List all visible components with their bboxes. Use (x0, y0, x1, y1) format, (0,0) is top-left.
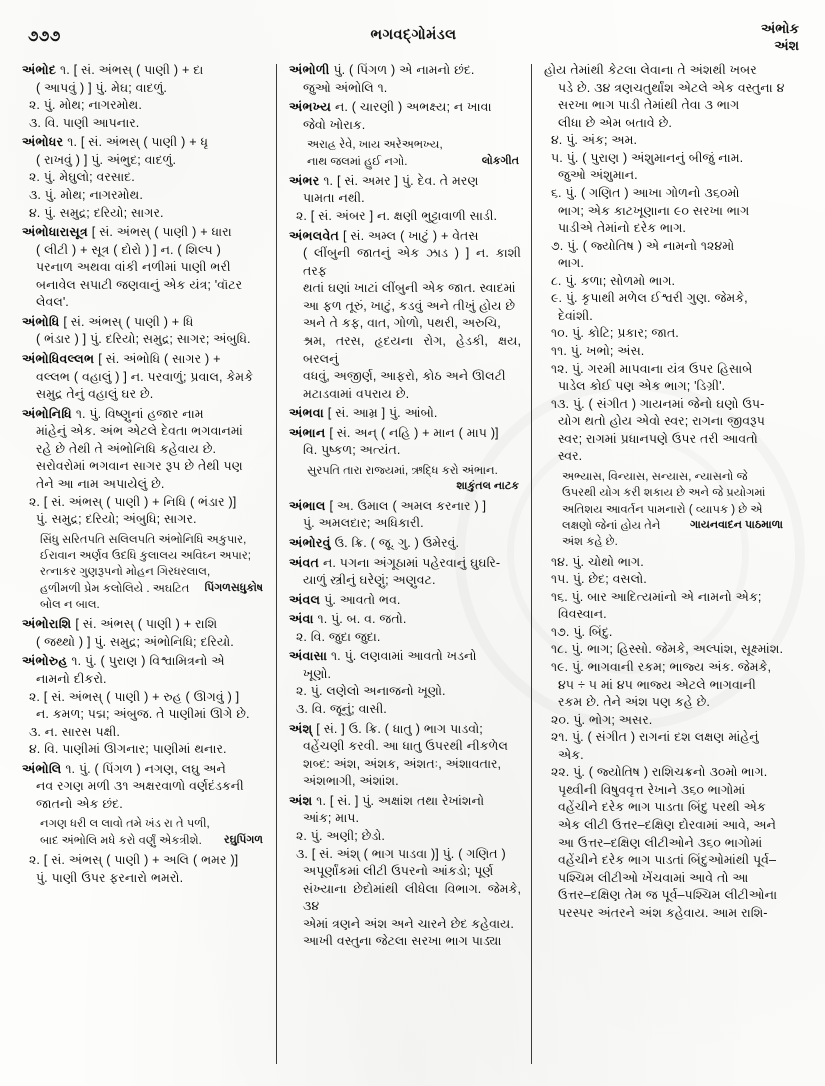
headword: અંભર (289, 173, 320, 188)
quote-line: ઈરાવાન અર્ણવ ઉદધિ કુલાલય અવિઘ્ન અપાર; (40, 549, 251, 562)
dictionary-entry (289, 498, 521, 533)
headword: અંભોધિવલ્લભ (22, 352, 95, 366)
entry-line: સમુદ્ર તેનું વહાલું ઘર છે. (36, 387, 154, 402)
sense-line: ૯. પું. કૃપાથી મળેલ ઈશ્વરી ગુણ. જેમકે, (551, 291, 748, 306)
sense-line: ૧૯. પું. ભાગવાની રકમ; ભાજ્ય અંક. જેમકે, (551, 659, 771, 674)
dictionary-entry (22, 406, 265, 614)
headword: અંભોનિધિ (22, 406, 72, 421)
headword: અંભોદ (22, 63, 57, 77)
entry-first-line: અંભોરુહ ૧. પું. ( પુરાણ ) વિશ્વામિત્રનો એ (22, 654, 225, 669)
entry-first-line: અંવા ૧. પું. બ. વ. જતો. (289, 612, 407, 627)
sense-line: ૩. વિ. જૂનું; વાસી. (296, 702, 387, 717)
entry-first-line: અંવાસા ૧. પું. લણવામાં આવતો ખડનો (289, 649, 477, 664)
headword: અંભાન (289, 425, 326, 440)
dictionary-entry (289, 62, 521, 97)
entry-line: સ્વર. (558, 449, 583, 464)
entry-line: પરસ્પર અંતરને અંશ કહેવાય. આમ રાશિ- (558, 905, 768, 920)
entry-line: વલ્લભ ( વહાલું ) ] ન. પરવાળું; પ્રવાલ, કેમકે (36, 369, 254, 384)
entry-line: હોય તેમાંથી કેટલા લેવાના તે અંશથી ખબર (544, 63, 757, 77)
entry-line: વિ. પુષ્કળ; અત્યંત. (303, 443, 401, 458)
entry-first-line: અંવત ન. પગના અંગૂઠામાં પહેરવાનું ઘુઘરિ- (289, 555, 501, 570)
entry-line: વિવસ્વાન. (558, 607, 607, 622)
verse-quotation (22, 816, 265, 849)
quote-citation: ગાયનવાદન પાઠમાળા (690, 518, 783, 531)
dictionary-entry (289, 535, 521, 553)
entry-line: લેવલ'. (36, 295, 69, 310)
sense-line: ૬. પું. ( ગણિત ) આખા ગોળનો ૩૬૦મો (551, 185, 740, 200)
quote-line: બાદ અંભોલિ મધે કરો વર્ણું એકત્રીશે. (40, 834, 202, 847)
sense-line: ૪. પું. અંક; અમ. (551, 133, 638, 148)
entry-line: પામતા નથી. (303, 191, 365, 206)
headword: અંવલ (289, 592, 321, 607)
entry-line: અપૂર્ણાંકમાં લીટી ઉપરનો આંકડો; પૂર્ણ (303, 864, 494, 879)
sense-line: ૪. પું. સમુદ્ર; દરિયો; સાગર. (29, 205, 164, 220)
sense-line: ૨. [ સં. અંભસ્ ( પાણી ) + રુહ ( ઊગવું ) ] (29, 689, 240, 704)
verse-quotation (544, 469, 785, 551)
entry-line: પું. પાણી ઉપર ફરનારો ભમરો. (36, 870, 184, 885)
entry-first-line: અંભાન [ સં. અન્ ( નહિ ) + માન ( માપ )] (289, 425, 499, 440)
entry-line: મટાડવામાં વપરાય છે. (303, 386, 410, 401)
entry-line: ભાગ. (558, 256, 584, 271)
dictionary-entry (22, 653, 265, 758)
headword: અંભાલ (289, 498, 326, 513)
quote-line: અતિશય આવર્તન પામનારો ( વ્યાપક ) છે એ (562, 503, 763, 516)
sense-line: ૩. ન. સારસ પક્ષી. (29, 724, 120, 739)
entry-line: પડે છે. ૩૪ ત્રણચતુર્થાંશ એટલે એક વસ્તુના ૪ (558, 80, 785, 95)
entry-line: પશ્ચિમ લીટીઓ ખેંચવામાં આવે તો આ (558, 870, 749, 885)
sense-line: ૩. વિ. પાણી આપનાર. (29, 115, 140, 130)
quote-line: નગણ ધરી લ લાવો તમે ખંડ રા તે પળી, (40, 818, 210, 831)
entry-first-line: અંભર ૧. [ સં. અમર ] પું. દેવ. તે મરણ (289, 173, 479, 188)
quote-citation: પિંગળસધુકોષ (204, 581, 263, 594)
sense-line: ૭. પું. ( જ્યોતિષ ) એ નામનો ૧૨૪મો (551, 238, 735, 253)
entry-line: પરનાળ અથવા વાંકી નળીમાં પાણી ભરી (36, 260, 231, 275)
dictionary-entry (289, 611, 521, 646)
entry-line: જાતનો એક છંદ. (36, 796, 123, 811)
sense-line: ૪. વિ. પાણીમાં ઊગનાર; પાણીમાં થનાર. (29, 742, 227, 757)
sense-line: ૧૧. પું. ખભો; અંસ. (551, 344, 645, 358)
entry-line: દેવાંશી. (558, 308, 593, 323)
guide-word-last: અંશ (774, 38, 799, 54)
sense-line: ૫. પું. ( પુરાણ ) અંશુમાનનું બીજું નામ. (551, 150, 744, 165)
sense-line: ૨. પું. મેઘુલો; વરસાદ. (29, 170, 135, 185)
page-number: ૭૭૭ (28, 28, 61, 45)
entry-line: એક લીટી ઉત્તર–દક્ષિણ દોરવામાં આવે, અને (558, 818, 777, 833)
quote-citation: લોકગીત (481, 154, 519, 167)
entry-first-line: અંભખ્ય ન. ( ચારણી ) અભક્ષ્ય; ન ખાવા (289, 100, 492, 115)
entry-line: વહેંચીને દરેક ભાગ પાડતા બિંદુ પરથી એક (558, 800, 766, 815)
entry-first-line: અંભોળી પું. ( પિંગળ ) એ નામનો છંદ. (289, 63, 475, 77)
entry-line: ( લીંબુની જાતનું એક ઝાડ ) ] ન. કાશી તરફ (303, 246, 521, 278)
sense-line: ૨. પું. લણેલો અનાજનો ખૂણો. (296, 684, 446, 699)
entry-line: અને તે કફ, વાત, ગોળો, પથરી, અરુચિ, (303, 316, 501, 331)
headword: અંભોધારાસૂત્ર (22, 225, 88, 240)
text-column-2 (278, 62, 531, 1070)
entry-first-line: અંભોરાશિ [ સં. અંભસ્ ( પાણી ) + રાશિ (22, 617, 218, 632)
text-column-1 (22, 62, 275, 1070)
dictionary-entry (289, 425, 521, 495)
entry-line: ભાગ; એક કાટખૂણાના ૯૦ સરખા ભાગ (558, 203, 750, 218)
dictionary-entry (22, 224, 265, 312)
quote-line: નાથ જલમાં હુઈ નગો. (307, 155, 408, 168)
sense-line: ૨. પું. અણી; છેડો. (296, 828, 385, 843)
quote-line: અભ્યાસ, વિન્યાસ, સન્યાસ, ન્યાસનો જે (562, 470, 748, 483)
sense-line: ૧૨. પું. ગરમી માપવાના યંત્ર ઉપર હિસાબે (551, 361, 753, 376)
sense-line: ૨. વિ. જુદા જુદા. (296, 629, 381, 644)
sense-line: ૧૪. પું. ચોથો ભાગ. (551, 554, 644, 569)
verse-quotation (289, 137, 521, 170)
entry-line: રહે છે તેથી તે અંભોનિધિ કહેવાય છે. (36, 441, 217, 456)
entry-line: બનાવેલ સપાટી જણવાનું એક યંત્ર; 'વૉટર (36, 277, 243, 292)
entry-line: આંક; માપ. (303, 811, 359, 826)
sense-line: ૨૧. પું. ( સંગીત ) રાગનાં દશ લક્ષણ માંહેનું (551, 730, 759, 745)
dictionary-entry (22, 351, 265, 404)
sense-line: ૨૦. પું. ભોગ; અસર. (551, 712, 653, 727)
text-column-3 (532, 62, 785, 1070)
quote-line: રત્નાકર ગુણરૂપનો મોહન ગિરધરલાલ, (40, 566, 211, 579)
sense-line: ૨. [ સં. અંબર ] ન. ક્ષણી ભુટ્ટાવાળી સાડી. (296, 209, 497, 224)
entry-line: ખૂણો. (303, 666, 331, 681)
verse-quotation (22, 532, 265, 614)
entry-line: ન. કમળ; પદ્મ; અંબુજ. તે પાણીમાં ઊગે છે. (36, 707, 250, 722)
dictionary-entry (289, 721, 521, 791)
sense-line: ૨. [ સં. અંભસ્ ( પાણી ) + નિધિ ( ભંડાર )] (29, 494, 237, 509)
sense-line: ૧૬. પું. બાર આદિત્યમાંનો એ નામનો એક; (551, 589, 762, 604)
sense-line: ૧૮. પું. ભાગ; હિસ્સો. જેમકે, અલ્પાંશ, સૂક્ષ્માંશ. (551, 642, 783, 657)
sense-line: ૨૨. પું. ( જ્યોતિષ ) રાશિચક્રનો ૩૦મો ભાગ. (551, 765, 768, 780)
dictionary-entry (289, 648, 521, 718)
entry-line: લીધા છે એમ બતાવે છે. (558, 115, 672, 130)
dictionary-entry (22, 761, 265, 887)
entry-line: અંશભાગી, અંશાંશ. (303, 774, 399, 789)
entry-line: માંહેનું એક. અંભ એટલે દેવતા ભગવાનમાં (36, 424, 243, 439)
entry-line: સ્વર; રાગમાં પ્રધાનપણે ઉપર તરી આવતો (558, 431, 758, 446)
entry-line: જુઓ અંશુમાન. (558, 168, 638, 183)
guide-word-first: અંભોક (761, 21, 799, 36)
entry-line: ઉત્તર–દક્ષિણ તેમ જ પૂર્વ–પશ્ચિમ લીટીઓના (558, 888, 778, 903)
quote-line: હળીમળી પ્રેમ કલોલિયે . અઘટિત બોલ ન બાલ. (40, 582, 190, 611)
headword: અંભખ્ય (289, 100, 332, 115)
sense-line: ૮. પું. કળા; સોળમો ભાગ. (551, 273, 676, 288)
entry-first-line: અંશ ૧. [ સં. ] પું. અક્ષાંશ તથા રેખાંશનો (289, 793, 485, 808)
entry-first-line: અંભવા [ સં. આમ્ર ] પું. આંબો. (289, 406, 438, 421)
sense-line: ૧૩. પું. ( સંગીત ) ગાયનમાં જેનો ઘણો ઉપ- (551, 396, 765, 411)
entry-first-line: અંવલ પું. આવતો ભવ. (289, 592, 401, 607)
entry-line: પું. અમલદાર; અધિકારી. (303, 516, 424, 531)
entry-line: ૪૫ ÷ ૫ માં ૪૫ ભાજ્ય એટલે ભાગવાની (558, 677, 756, 692)
entry-line: ( લીટી ) + સૂત્ર ( દોરો ) ] ન. ( શિલ્પ ) (36, 242, 221, 257)
running-head (28, 18, 799, 66)
book-title: ભગવદ્ગોમંડલ (370, 27, 457, 43)
entry-first-line: અંભોનિધિ ૧. પું. વિષ્ણુનાં હજાર નામ (22, 406, 204, 421)
column-rule-1 (276, 64, 277, 1064)
entry-first-line: અંભોલિ ૧. પું. ( પિંગળ ) નગણ, લઘુ અને (22, 761, 226, 776)
entry-line: નવ રગણ મળી ૩૧ અક્ષરવાળો વર્ણદંડકની (36, 779, 244, 794)
entry-line: રકમ છે. તેને અંશ પણ કહે છે. (558, 695, 710, 710)
entry-continuation (544, 62, 785, 922)
dictionary-entry (289, 793, 521, 951)
entry-line: વહેંચણી કરવી. આ ધાતુ ઉપરથી નીકળેલ (303, 739, 508, 754)
headword: અંભોધર (22, 135, 64, 150)
quote-line: અરાહ્ર રેવે, ખાય અરેઅભખ્ય, (307, 139, 443, 152)
entry-first-line: અંભોધિવલ્લભ [ સં. અંભોધિ ( સાગર ) + (22, 352, 221, 366)
entry-line: સંખ્યાના છેદોમાંથી લીધેલા વિભાગ. જેમકે, ૩૪ (303, 881, 521, 914)
headword: અંભોરુહ (22, 654, 68, 669)
entry-first-line: અંભોરવું ઉ. ક્રિ. ( જૂ. ગુ. ) ઉમેરવું. (289, 535, 459, 550)
dictionary-entry (289, 228, 521, 404)
entry-first-line: અંભોધારાસૂત્ર [ સં. અંભસ્ ( પાણી ) + ધારા (22, 225, 232, 240)
entry-line: પું. સમુદ્ર; દરિયો; અંબુધિ; સાગર. (36, 512, 197, 527)
sense-line: ૧૭. પું. બિંદુ. (551, 624, 613, 639)
entry-line: આ ફળ તૂરું, ખાટું, કડવું અને તીખું હોય છે (303, 298, 516, 313)
quote-citation: રઘુપિંગળ (223, 833, 263, 846)
dictionary-entry (22, 134, 265, 222)
entry-line: સરખા ભાગ પાડી તેમાંથી તેવા ૩ ભાગ (558, 98, 740, 113)
entry-first-line: અંભોધર ૧. [ સં. અંભસ્ ( પાણી ) + ધૃ (22, 135, 209, 150)
entry-line: નામનો દીકરો. (36, 671, 107, 686)
entry-line: શબ્દ: અંશ, અંશક, અંશતઃ, અંશાવતાર, (303, 756, 502, 771)
quote-line: સુરપતિ તારા રાજ્યમાં, ઋદ્ધિ કરો અંભાન. (307, 464, 498, 477)
entry-line: ( આપવું ) ] પું. મેઘ; વાદળું. (36, 80, 167, 95)
headword: અંવા (289, 612, 314, 627)
entry-line: પાડેલ કોઈ પણ એક ભાગ; 'ડિગ્રી'. (558, 379, 725, 394)
entry-first-line: અંભોદ ૧. [ સં. અંભસ્ ( પાણી ) + દા (22, 63, 204, 77)
dictionary-entry (289, 405, 521, 423)
entry-line: ( રાખવું ) ] પું. અંભુદ; વાદળું. (36, 152, 176, 167)
headword: અંભોરાશિ (22, 617, 72, 632)
headword: અંભવા (289, 406, 324, 421)
dictionary-entry (289, 173, 521, 226)
headword: અંશ (289, 793, 313, 808)
entry-line: જુઓ અંભોલિ ૧. (303, 80, 388, 95)
entry-line: પૃથ્વીની વિષુવવૃત્ત રેખાને ૩૬૦ ભાગોમાં (558, 782, 746, 797)
entry-line: વહેંચીને દરેક ભાગ પાડતાં બિંદુઓમાંથી પૂર્વ– (558, 853, 777, 868)
entry-line: એક. (558, 747, 584, 762)
headword: અંવાસા (289, 649, 328, 664)
entry-line: આખી વસ્તુના જેટલા સરખા ભાગ પાડ્યા (303, 934, 502, 949)
headword: અંભોલિ (22, 761, 62, 776)
headword: અંભોળી (289, 63, 330, 77)
headword: અંભોરવું (289, 535, 331, 550)
headword: અંભોધિ (22, 314, 60, 329)
entry-line: ( ભંડાર ) ] પું. દરિયો; સમુદ્ર; સાગર; અંબુધિ. (36, 332, 251, 347)
quote-line: ઉપરથી યોગ કરી શકાય છે અને જે પ્રયોગમાં (562, 487, 766, 500)
entry-line: સરોવરોમાં ભગવાન સાગર રૂપ છે તેથી પણ (36, 459, 243, 474)
quote-line: લક્ષણો જેનાં હોય તેને અંશ કહે છે. (562, 519, 661, 549)
headword: અંભલવેત (289, 228, 340, 243)
sense-line: ૩. [ સં. અંશ્ ( ભાગ પાડવા )] પું. ( ગણિત ) (296, 846, 506, 861)
sense-line: ૨. [ સં. અંભસ્ ( પાણી ) + અલિ ( ભમર )] (29, 853, 239, 868)
headword: અંશ્ (289, 721, 313, 736)
entry-line: વધવું, અજીર્ણ, આફરો, કોઠ અને ઊલટી (303, 369, 506, 384)
entry-first-line: અંભાલ [ અ. ઉમાલ ( અમલ કરનાર ) ] (289, 498, 487, 513)
entry-line: શ્રમ, તરસ, હૃદયના રોગ, હેડકી, ક્ષય, બરલનું (303, 333, 521, 366)
dictionary-entry (289, 99, 521, 170)
entry-line: એમાં ત્રણને અંશ અને ચારને છેદ કહેવાય. (303, 916, 514, 931)
guide-words (761, 20, 799, 55)
entry-first-line: અંભોધિ [ સં. અંભસ્ ( પાણી ) + ધિ (22, 314, 194, 329)
entry-line: યાળું સ્ત્રીનું ઘરેણું; અણુવટ. (303, 573, 436, 588)
verse-quotation (289, 463, 521, 495)
sense-line: ૧૫. પું. છેદ; વસલો. (551, 572, 647, 587)
sense-line: ૨. પું. મોથ; નાગરમોથ. (29, 98, 142, 113)
sense-line: ૧૦. પું. કોટિ; પ્રકાર; જાત. (551, 326, 679, 341)
headword: અંવત (289, 555, 320, 570)
quote-line: સિંધુ સરિતપતિ સલિલપતિ અંભોનિધિ અકુપાર, (40, 533, 247, 546)
dictionary-entry (22, 616, 265, 651)
entry-first-line: અંશ્ [ સં. ] ઉ. ક્રિ. ( ધાતુ ) ભાગ પાડવો; (289, 721, 483, 736)
dictionary-entry (22, 314, 265, 349)
entry-first-line: અંભલવેત [ સં. અમ્લ ( ખાટું ) + વેતસ (289, 228, 479, 243)
dictionary-entry (22, 62, 265, 132)
entry-line: ( જથ્થો ) ] પું. સમુદ્ર; અંભોનિધિ; દરિયો. (36, 634, 234, 649)
entry-line: પાડીએ તેમાંનો દરેક ભાગ. (558, 221, 686, 236)
sense-line: ૩. પું. મોથ; નાગરમોથ. (29, 187, 143, 202)
column-layout (22, 62, 803, 1070)
entry-line: થતાં ઘણાં ખાટાં લીંબુની એક જાત. સ્વાદમાં (303, 281, 516, 296)
entry-line: યોગ થતો હોય એવો સ્વર; રાગના જીવરૂપ (558, 414, 765, 429)
entry-line: આ ઉત્તર–દક્ષિણ લીટીઓને ૩૬૦ ભાગોમાં (558, 835, 763, 850)
entry-line: જેવો ખોરાક. (303, 117, 366, 132)
quote-citation: શાકુંતલ નાટક (456, 480, 519, 493)
dictionary-entry (289, 555, 521, 590)
entry-line: તેને આ નામ અપાયેલું છે. (36, 476, 165, 491)
dictionary-entry (289, 592, 521, 610)
